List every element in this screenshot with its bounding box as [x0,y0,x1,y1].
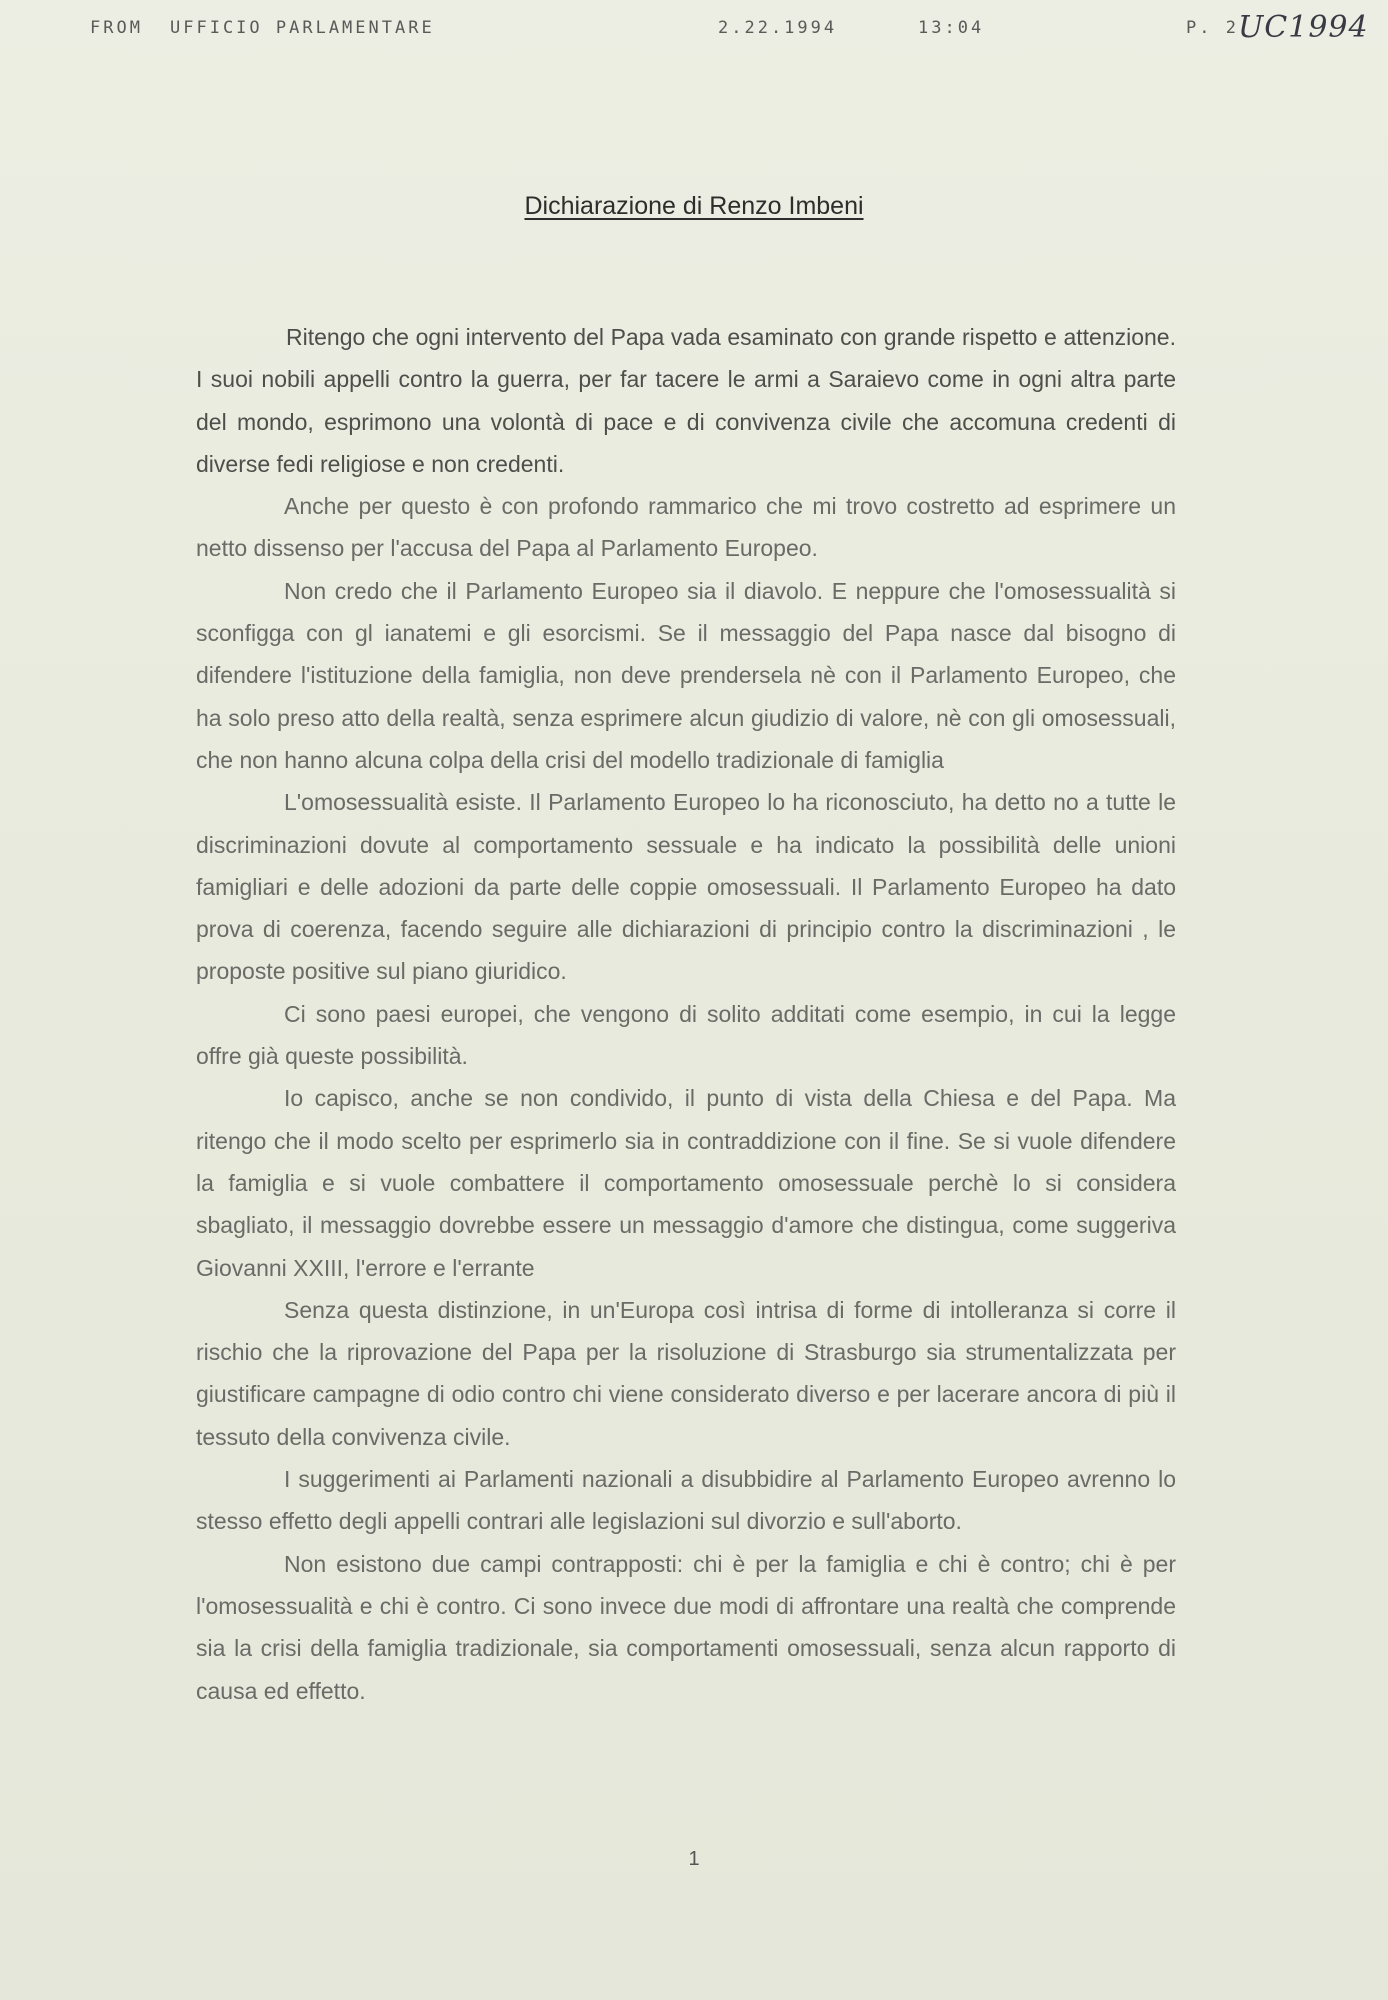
document-title: Dichiarazione di Renzo Imbeni [524,192,864,220]
paragraph: Ci sono paesi europei, che vengono di solito additati come esempio, in cui la legge offre già queste possibilità. [196,1000,1176,1070]
paragraph: Anche per questo è con profondo rammarico che mi trovo costretto ad esprimere un netto dissenso per l'accusa del Papa al Parlamento Europeo. [196,493,1176,562]
fax-date: 2.22.1994 [718,18,838,38]
fax-from-label: FROM [90,18,143,38]
paragraph: Ritengo che ogni intervento del Papa vada esaminato con grande rispetto e attenzione. I suoi nobili appelli contro la guerra, per far tacere le armi a Saraievo come in ogni altra parte del mondo, esprimono una volontà di pace e di convivenza civile che accomuna credenti di diverse fedi religiose e non credenti. [196,324,1176,477]
paragraph: L'omosessualità esiste. Il Parlamento Europeo lo ha riconosciuto, ha detto no a tutte le discriminazioni dovute al comportamento sessuale e ha indicato la possibilità delle unioni famigliari e delle adozioni da parte delle coppie omosessuali. Il Parlamento Europeo ha dato prova di coerenza, facendo seguire alle dichiarazioni di principio contro la discriminazioni , le proposte positive sul piano giuridico. [196,789,1176,985]
paragraph: Io capisco, anche se non condivido, il punto di vista della Chiesa e del Papa. Ma ritengo che il modo scelto per esprimerlo sia in contraddizione con il fine. Se si vuole difendere la famiglia e si vuole combattere il comportamento omosessuale perchè lo si considera sbagliato, il messaggio dovrebbe essere un messaggio d'amore che distingua, come suggeriva Giovanni XXIII, l'errore e l'errante [196,1085,1176,1281]
fax-time: 13:04 [918,18,985,38]
paragraph: Senza questa distinzione, in un'Europa così intrisa di forme di intolleranza si corre il rischio che la riprovazione del Papa per la risoluzione di Strasburgo sia strumentalizzata per giustificare campagne di odio contro chi viene considerato diverso e per lacerare ancora di più il tessuto della convivenza civile. [196,1296,1176,1450]
page-number: 1 [688,1848,700,1870]
paragraph: I suggerimenti ai Parlamenti nazionali a disubbidire al Parlamento Europeo avrenno lo stesso effetto degli appelli contrari alle legislazioni sul divorzio e sull'aborto. [196,1466,1176,1535]
paragraph: Non credo che il Parlamento Europeo sia il diavolo. E neppure che l'omosessualità si sconfigga con gl ianatemi e gli esorcismi. Se il messaggio del Papa nasce dal bisogno di difendere l'istituzione della famiglia, non deve prendersela nè con il Parlamento Europeo, che ha solo preso atto della realtà, senza esprimere alcun giudizio di valore, nè con gli omosessuali, che non hanno alcuna colpa della crisi del modello tradizionale di famiglia [196,577,1176,773]
fax-sender-office: UFFICIO PARLAMENTARE [170,18,435,38]
fax-transmission-header [90,10,1369,58]
paragraph: Non esistono due campi contrapposti: chi è per la famiglia e chi è contro; chi è per l'omosessualità e chi è contro. Ci sono invece due modi di affrontare una realtà che comprende sia la crisi della famiglia tradizionale, sia comportamenti omosessuali, senza alcun rapporto di causa ed effetto. [196,1550,1176,1704]
document-body [196,316,1176,1712]
fax-page-number: P. 2 [1186,18,1239,38]
handwritten-annotation: UC1994 [1238,10,1369,45]
